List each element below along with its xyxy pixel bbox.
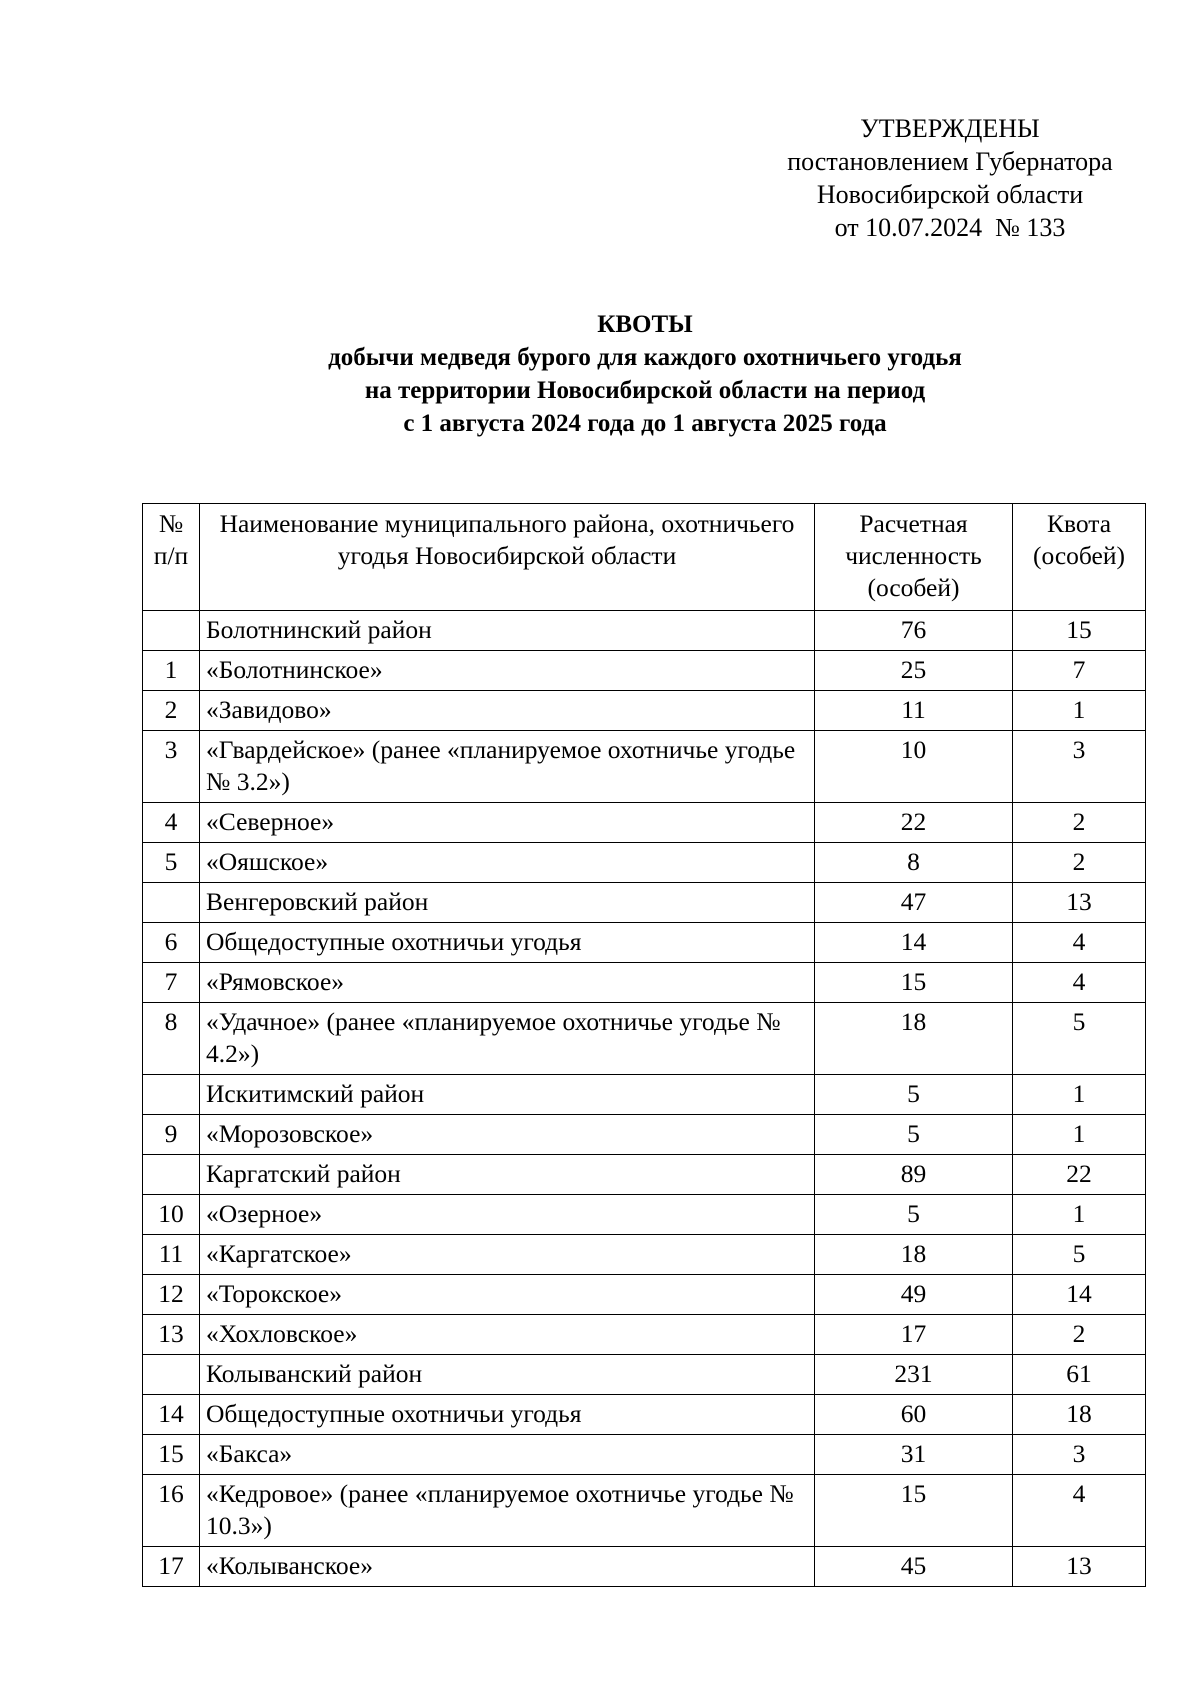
- row-name: «Северное»: [200, 803, 815, 843]
- row-name: «Рямовское»: [200, 963, 815, 1003]
- row-estimated-count: 31: [815, 1435, 1013, 1475]
- row-quota: 4: [1013, 963, 1146, 1003]
- row-quota: 13: [1013, 1547, 1146, 1587]
- table-header-row: [143, 504, 1146, 611]
- row-estimated-count: 18: [815, 1003, 1013, 1075]
- row-name: «Бакса»: [200, 1435, 815, 1475]
- header-name: Наименование муниципального района, охотничьего угодья Новосибирской области: [200, 504, 815, 611]
- row-estimated-count: 60: [815, 1395, 1013, 1435]
- row-name: Искитимский район: [200, 1075, 815, 1115]
- row-name: Каргатский район: [200, 1155, 815, 1195]
- row-quota: 7: [1013, 651, 1146, 691]
- row-estimated-count: 5: [815, 1075, 1013, 1115]
- row-name: «Морозовское»: [200, 1115, 815, 1155]
- approval-region: Новосибирской области: [816, 180, 1084, 209]
- row-quota: 1: [1013, 1195, 1146, 1235]
- row-estimated-count: 18: [815, 1235, 1013, 1275]
- row-number: 4: [143, 803, 200, 843]
- row-estimated-count: 17: [815, 1315, 1013, 1355]
- table-row: [143, 803, 1146, 843]
- row-number: 5: [143, 843, 200, 883]
- row-quota: 2: [1013, 1315, 1146, 1355]
- row-quota: 3: [1013, 1435, 1146, 1475]
- row-number: 9: [143, 1115, 200, 1155]
- row-quota: 14: [1013, 1275, 1146, 1315]
- row-estimated-count: 231: [815, 1355, 1013, 1395]
- row-quota: 5: [1013, 1003, 1146, 1075]
- district-row: [143, 1155, 1146, 1195]
- row-estimated-count: 22: [815, 803, 1013, 843]
- row-name: «Гвардейское» (ранее «планируемое охотничье угодье № 3.2»): [200, 731, 815, 803]
- table-row: [143, 963, 1146, 1003]
- row-name: «Удачное» (ранее «планируемое охотничье угодье № 4.2»): [200, 1003, 815, 1075]
- table-body: [143, 611, 1146, 1587]
- row-quota: 13: [1013, 883, 1146, 923]
- district-row: [143, 1355, 1146, 1395]
- table-row: [143, 1235, 1146, 1275]
- row-quota: 22: [1013, 1155, 1146, 1195]
- row-number: 13: [143, 1315, 200, 1355]
- row-estimated-count: 10: [815, 731, 1013, 803]
- title-period: с 1 августа 2024 года до 1 августа 2025 года: [403, 410, 887, 437]
- header-number: № п/п: [143, 504, 200, 611]
- approval-heading: УТВЕРЖДЕНЫ: [860, 114, 1040, 143]
- row-quota: 1: [1013, 1075, 1146, 1115]
- row-quota: 4: [1013, 923, 1146, 963]
- row-number: 3: [143, 731, 200, 803]
- row-name: Общедоступные охотничьи угодья: [200, 1395, 815, 1435]
- district-row: [143, 611, 1146, 651]
- row-quota: 61: [1013, 1355, 1146, 1395]
- row-name: «Озерное»: [200, 1195, 815, 1235]
- row-estimated-count: 8: [815, 843, 1013, 883]
- district-row: [143, 883, 1146, 923]
- row-name: «Завидово»: [200, 691, 815, 731]
- title-subject: добычи медведя бурого для каждого охотничьего угодья: [328, 344, 962, 371]
- table-row: [143, 731, 1146, 803]
- table-row: [143, 691, 1146, 731]
- title-territory: на территории Новосибирской области на период: [364, 377, 926, 404]
- quota-table: [142, 503, 1146, 1587]
- row-estimated-count: 5: [815, 1115, 1013, 1155]
- row-estimated-count: 5: [815, 1195, 1013, 1235]
- row-number: [143, 883, 200, 923]
- table-row: [143, 1195, 1146, 1235]
- row-quota: 15: [1013, 611, 1146, 651]
- table-row: [143, 1003, 1146, 1075]
- row-quota: 2: [1013, 843, 1146, 883]
- row-estimated-count: 25: [815, 651, 1013, 691]
- row-quota: 2: [1013, 803, 1146, 843]
- row-name: Венгеровский район: [200, 883, 815, 923]
- row-number: 1: [143, 651, 200, 691]
- header-estimated: Расчетная численность (особей): [815, 504, 1013, 611]
- row-name: «Колыванское»: [200, 1547, 815, 1587]
- table-row: [143, 923, 1146, 963]
- approval-date-number: от 10.07.2024 № 133: [834, 213, 1066, 242]
- row-quota: 1: [1013, 691, 1146, 731]
- row-number: 16: [143, 1475, 200, 1547]
- row-name: «Хохловское»: [200, 1315, 815, 1355]
- row-estimated-count: 45: [815, 1547, 1013, 1587]
- row-estimated-count: 47: [815, 883, 1013, 923]
- row-estimated-count: 49: [815, 1275, 1013, 1315]
- row-number: 15: [143, 1435, 200, 1475]
- table-row: [143, 843, 1146, 883]
- row-estimated-count: 89: [815, 1155, 1013, 1195]
- row-estimated-count: 14: [815, 923, 1013, 963]
- row-name: «Кедровое» (ранее «планируемое охотничье угодье № 10.3»): [200, 1475, 815, 1547]
- row-number: 14: [143, 1395, 200, 1435]
- row-number: 11: [143, 1235, 200, 1275]
- header-quota: Квота (особей): [1013, 504, 1146, 611]
- row-quota: 3: [1013, 731, 1146, 803]
- table-row: [143, 1435, 1146, 1475]
- row-number: 12: [143, 1275, 200, 1315]
- table-row: [143, 1395, 1146, 1435]
- row-quota: 4: [1013, 1475, 1146, 1547]
- row-quota: 5: [1013, 1235, 1146, 1275]
- row-number: [143, 1075, 200, 1115]
- table-row: [143, 1315, 1146, 1355]
- row-number: 7: [143, 963, 200, 1003]
- table-row: [143, 1547, 1146, 1587]
- table-row: [143, 1115, 1146, 1155]
- row-name: «Ояшское»: [200, 843, 815, 883]
- row-estimated-count: 76: [815, 611, 1013, 651]
- row-quota: 1: [1013, 1115, 1146, 1155]
- row-number: [143, 1155, 200, 1195]
- title-main: КВОТЫ: [597, 311, 693, 338]
- row-name: Общедоступные охотничьи угодья: [200, 923, 815, 963]
- row-number: 17: [143, 1547, 200, 1587]
- row-number: 10: [143, 1195, 200, 1235]
- row-name: «Каргатское»: [200, 1235, 815, 1275]
- table-row: [143, 1475, 1146, 1547]
- row-name: «Болотнинское»: [200, 651, 815, 691]
- row-number: 6: [143, 923, 200, 963]
- row-estimated-count: 15: [815, 1475, 1013, 1547]
- row-name: «Торокское»: [200, 1275, 815, 1315]
- row-number: 8: [143, 1003, 200, 1075]
- approval-stamp: [760, 112, 1140, 244]
- district-row: [143, 1075, 1146, 1115]
- row-number: [143, 1355, 200, 1395]
- table-row: [143, 651, 1146, 691]
- row-name: Болотнинский район: [200, 611, 815, 651]
- table-row: [143, 1275, 1146, 1315]
- row-number: 2: [143, 691, 200, 731]
- row-name: Колыванский район: [200, 1355, 815, 1395]
- document-title: [0, 308, 1200, 440]
- approval-decree: постановлением Губернатора: [787, 147, 1113, 176]
- row-estimated-count: 15: [815, 963, 1013, 1003]
- row-estimated-count: 11: [815, 691, 1013, 731]
- row-quota: 18: [1013, 1395, 1146, 1435]
- row-number: [143, 611, 200, 651]
